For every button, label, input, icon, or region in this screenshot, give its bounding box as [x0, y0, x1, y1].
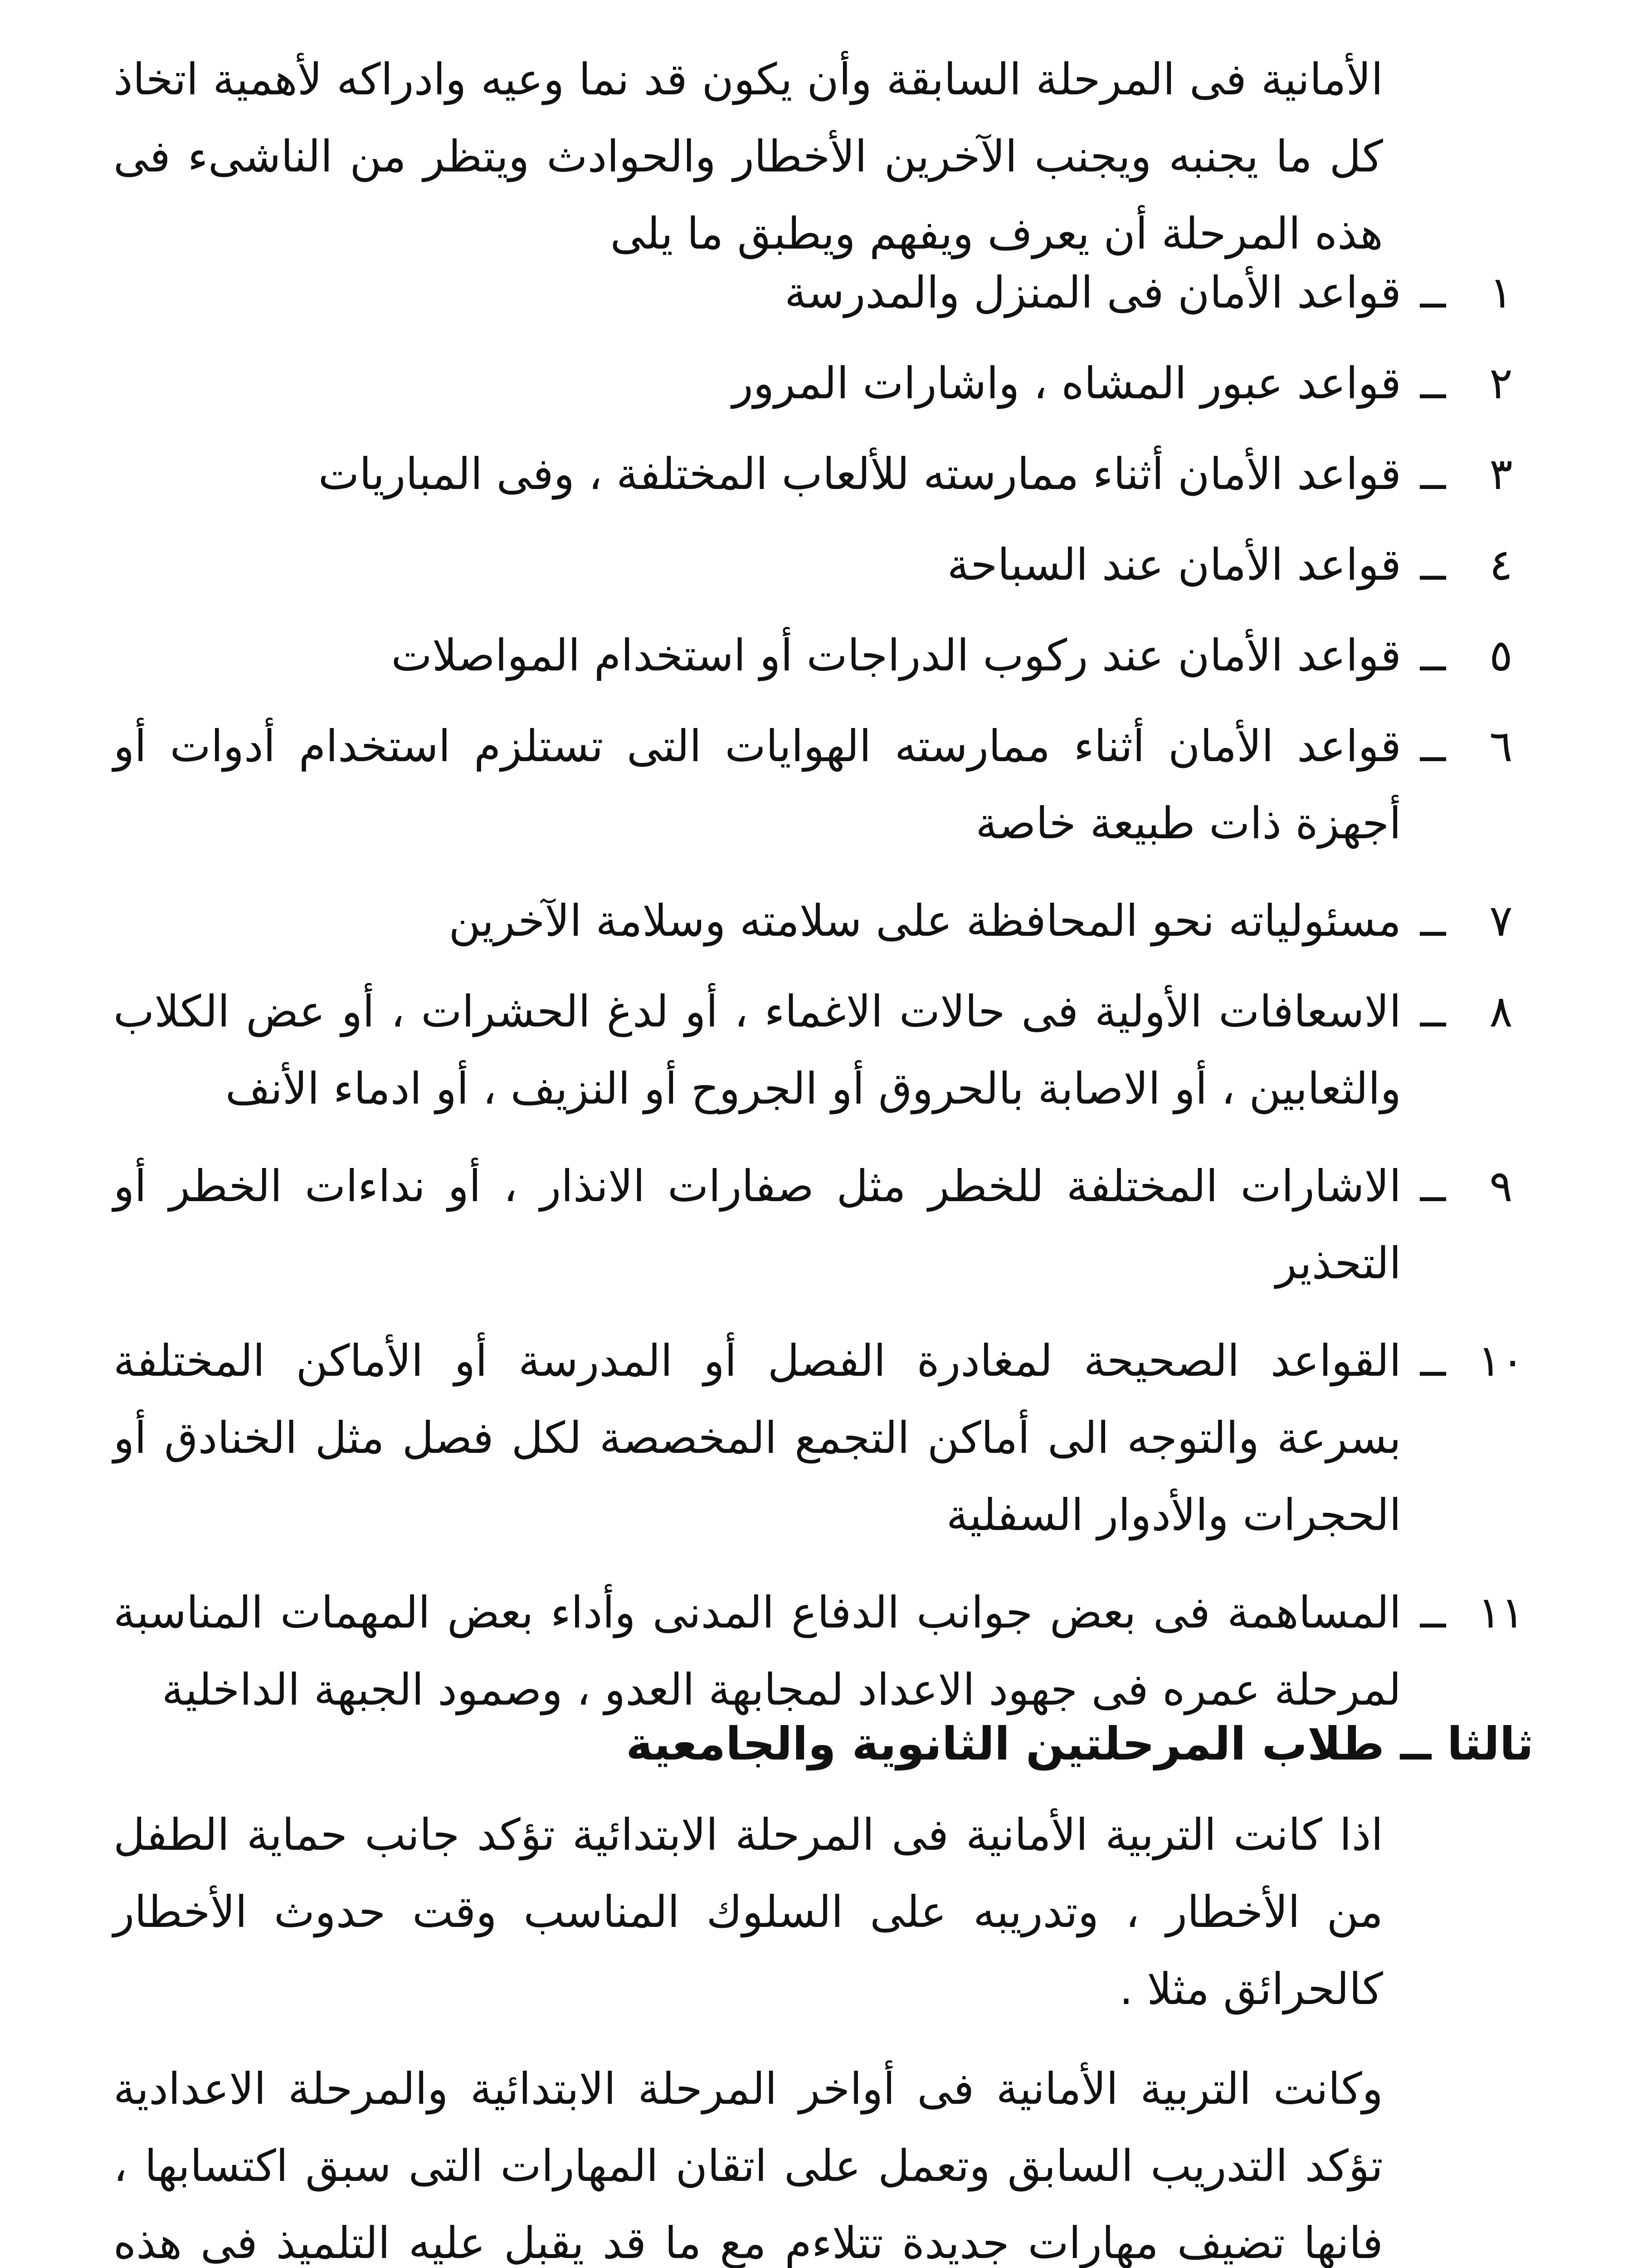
list-item-dash: ــ [1420, 986, 1446, 1037]
list-item-number: ٧ [1489, 895, 1513, 946]
body-paragraph: اذا كانت التربية الأمانية فى المرحلة الابتدائية تؤكد جانب حماية الطفل من الأخطار ، وتدريبه على السلوك المناسب وقت حدوث الأخطار كالحرائق مثلا . [113, 1809, 1383, 2014]
list-item-number: ١١ [1477, 1587, 1525, 1638]
list-item-text: مسئولياته نحو المحافظة على سلامته وسلامة الآخرين [448, 895, 1401, 946]
list-item [113, 708, 1537, 862]
list-item-dash: ــ [1420, 539, 1446, 590]
list-item-text: قواعد الأمان فى المنزل والمدرسة [785, 267, 1401, 318]
list-item-number: ٤ [1489, 539, 1513, 590]
list-item-number: ٦ [1489, 721, 1513, 772]
list-item-text: الاسعافات الأولية فى حالات الاغماء ، أو لدغ الحشرات ، أو عض الكلاب والثعابين ، أو الاصابة بالحروق أو الجروح أو النزيف ، أو ادماء الأنف [113, 986, 1401, 1114]
list-item [113, 617, 1537, 694]
list-item [113, 1322, 1537, 1554]
list-item-text: قواعد عبور المشاه ، واشارات المرور [732, 358, 1401, 409]
list-item-dash: ــ [1420, 721, 1446, 772]
list-item-number: ٥ [1489, 630, 1513, 681]
list-item-text: الاشارات المختلفة للخطر مثل صفارات الانذار ، أو نداءات الخطر أو التحذير [113, 1161, 1401, 1289]
list-item [113, 882, 1537, 959]
list-item-dash: ــ [1420, 630, 1446, 681]
list-item [113, 1574, 1537, 1728]
list-item [113, 435, 1537, 513]
list-item-dash: ــ [1420, 895, 1446, 946]
list-item-dash: ــ [1420, 1335, 1446, 1386]
list-item-text: قواعد الأمان عند السباحة [947, 539, 1401, 590]
list-item-dash: ــ [1420, 449, 1446, 499]
list-item [113, 1148, 1537, 1302]
safety-rules-list [113, 254, 1537, 1728]
list-item-number: ٩ [1489, 1161, 1513, 1212]
list-item-text: المساهمة فى بعض جوانب الدفاع المدنى وأداء بعض المهمات المناسبة لمرحلة عمره فى جهود الاعداد لمجابهة العدو ، وصمود الجبهة الداخلية [113, 1587, 1401, 1715]
list-item-number: ٣ [1489, 449, 1513, 499]
list-item-number: ٨ [1489, 986, 1513, 1037]
list-item-number: ١ [1489, 267, 1513, 318]
list-item-number: ١٠ [1477, 1335, 1525, 1386]
body-paragraph: وكانت التربية الأمانية فى أواخر المرحلة الابتدائية والمرحلة الاعدادية تؤكد التدريب السابق وتعمل على اتقان المهارات التى سبق اكتسابها ، فانها تضيف مهارات جديدة تتلاءم مع ما قد يقبل عليه التلميذ فى هذه [113, 2063, 1383, 2268]
list-item-text: قواعد الأمان عند ركوب الدراجات أو استخدام المواصلات [391, 630, 1401, 681]
list-item-text: قواعد الأمان أثناء ممارسته للألعاب المختلفة ، وفى المباريات [318, 449, 1401, 499]
list-item-dash: ــ [1420, 1161, 1446, 1212]
list-item-dash: ــ [1420, 358, 1446, 409]
list-item-text: قواعد الأمان أثناء ممارسته الهوايات التى تستلزم استخدام أدوات أو أجهزة ذات طبيعة خاصة [113, 721, 1401, 849]
intro-paragraph: الأمانية فى المرحلة السابقة وأن يكون قد نما وعيه وادراكه لأهمية اتخاذ كل ما يجنبه ويجنب الآخرين الأخطار والحوادث ويتظر من الناشىء فى هذه المرحلة أن يعرف ويفهم ويطبق ما يلى [113, 54, 1383, 259]
list-item-dash: ــ [1420, 267, 1446, 318]
list-item [113, 254, 1537, 331]
list-item [113, 973, 1537, 1127]
list-item-text: القواعد الصحيحة لمغادرة الفصل أو المدرسة أو الأماكن المختلفة بسرعة والتوجه الى أماكن التجمع المخصصة لكل فصل مثل الخنادق أو الحجرات والأدوار السفلية [113, 1335, 1401, 1540]
list-item [113, 345, 1537, 422]
list-item-number: ٢ [1489, 358, 1513, 409]
list-item-dash: ــ [1420, 1587, 1446, 1638]
section-heading: ثالثا ــ طلاب المرحلتين الثانوية والجامعية [626, 1717, 1534, 1770]
list-item [113, 526, 1537, 603]
